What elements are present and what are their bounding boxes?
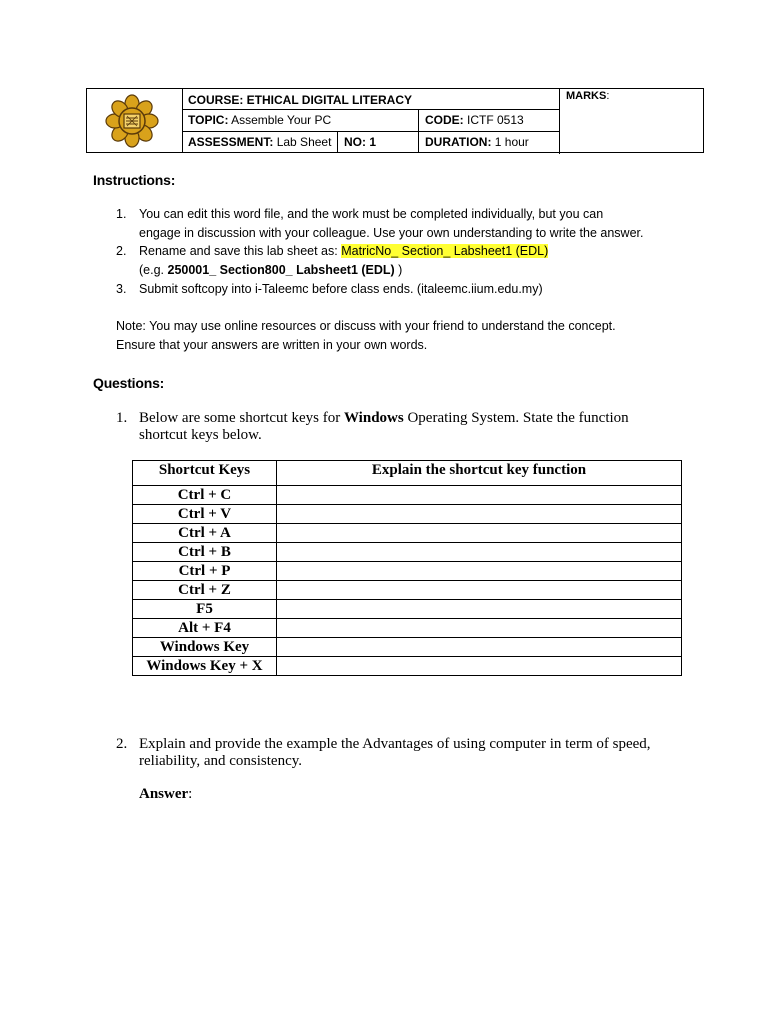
answer-cell[interactable] <box>277 486 682 505</box>
shortcut-key-cell: Ctrl + Z <box>133 581 277 600</box>
question-1-post: Operating System. State the function <box>403 410 629 426</box>
shortcut-key-cell: F5 <box>133 600 277 619</box>
university-logo-icon <box>105 94 159 148</box>
answer-area[interactable] <box>139 810 679 990</box>
topic-label: TOPIC: <box>188 113 229 127</box>
table-row <box>133 562 682 581</box>
answer-cell[interactable] <box>277 543 682 562</box>
instruction-1-line-1: You can edit this word file, and the work must be completed individually, but you can <box>139 207 604 221</box>
instruction-1-line-2: engage in discussion with your colleague. Use your own understanding to write the answer. <box>139 226 644 240</box>
table-row <box>133 657 682 676</box>
answer-cell[interactable] <box>277 562 682 581</box>
questions-heading: Questions: <box>93 375 165 391</box>
table-row <box>133 524 682 543</box>
shortcut-key-cell: Ctrl + C <box>133 486 277 505</box>
answer-cell[interactable] <box>277 505 682 524</box>
table-header-explanation: Explain the shortcut key function <box>277 461 682 486</box>
assessment-cell <box>188 135 331 149</box>
code-cell <box>425 113 524 127</box>
question-1-number: 1. <box>116 410 128 426</box>
question-1-windows: Windows <box>343 410 404 426</box>
table-row <box>133 505 682 524</box>
shortcut-key-cell: Windows Key + X <box>133 657 277 676</box>
topic-value: Assemble Your PC <box>231 113 332 127</box>
duration-label: DURATION: <box>425 135 492 149</box>
question-1-line-2: shortcut keys below. <box>139 427 262 443</box>
filename-format-highlight: MatricNo_ Section_ Labsheet1 (EDL) <box>341 244 549 258</box>
note-line-2: Ensure that your answers are written in your own words. <box>116 338 428 352</box>
answer-cell[interactable] <box>277 657 682 676</box>
table-row <box>133 581 682 600</box>
instructions-heading: Instructions: <box>93 172 176 188</box>
table-row <box>133 486 682 505</box>
shortcut-key-cell: Ctrl + B <box>133 543 277 562</box>
example-close: ) <box>394 263 403 277</box>
table-row <box>133 619 682 638</box>
shortcut-key-cell: Windows Key <box>133 638 277 657</box>
course-label: COURSE: ETHICAL DIGITAL LITERACY <box>188 93 413 107</box>
shortcut-key-cell: Ctrl + P <box>133 562 277 581</box>
answer-cell[interactable] <box>277 600 682 619</box>
answer-cell[interactable] <box>277 619 682 638</box>
answer-cell[interactable] <box>277 581 682 600</box>
question-2-number: 2. <box>116 736 128 752</box>
topic-cell <box>188 113 331 127</box>
marks-colon: : <box>606 90 610 102</box>
instruction-3-line-1: Submit softcopy into i-Taleemc before class ends. (italeemc.iium.edu.my) <box>139 282 543 296</box>
number-label: NO: 1 <box>344 135 377 149</box>
assessment-value: Lab Sheet <box>276 135 332 149</box>
shortcut-key-cell: Ctrl + A <box>133 524 277 543</box>
duration-cell <box>425 135 529 149</box>
answer-label-colon: : <box>188 786 193 802</box>
shortcut-key-cell: Alt + F4 <box>133 619 277 638</box>
answer-cell[interactable] <box>277 524 682 543</box>
table-header-row <box>133 461 682 486</box>
example-filename: 250001_ Section800_ Labsheet1 (EDL) <box>167 263 395 277</box>
question-2-line-2: reliability, and consistency. <box>139 753 303 769</box>
answer-cell[interactable] <box>277 638 682 657</box>
instruction-2-number: 2. <box>116 244 127 258</box>
table-row <box>133 543 682 562</box>
code-label: CODE: <box>425 113 464 127</box>
question-2-line-1: Explain and provide the example the Advantages of using computer in term of speed, <box>139 736 651 752</box>
answer-label <box>139 786 192 803</box>
assessment-label: ASSESSMENT: <box>188 135 274 149</box>
note-line-1: Note: You may use online resources or discuss with your friend to understand the concept. <box>116 319 616 333</box>
marks-cell <box>566 89 609 103</box>
duration-value: 1 hour <box>494 135 529 149</box>
question-1-pre: Below are some shortcut keys for <box>139 410 344 426</box>
instruction-2-example <box>139 261 402 280</box>
code-value: ICTF 0513 <box>467 113 524 127</box>
instruction-2-line-1 <box>139 242 548 261</box>
example-open: (e.g. <box>139 263 168 277</box>
instruction-3-number: 3. <box>116 282 127 296</box>
instruction-2-prefix: Rename and save this lab sheet as: <box>139 244 342 258</box>
table-header-shortcut-keys: Shortcut Keys <box>133 461 277 486</box>
shortcut-key-cell: Ctrl + V <box>133 505 277 524</box>
table-row <box>133 638 682 657</box>
shortcut-keys-table <box>132 460 682 676</box>
course-header-table <box>86 88 704 153</box>
question-1-line-1 <box>139 410 629 427</box>
instruction-1-number: 1. <box>116 207 127 221</box>
marks-label: MARKS <box>566 90 607 102</box>
answer-label-text: Answer <box>139 786 189 802</box>
table-row <box>133 600 682 619</box>
